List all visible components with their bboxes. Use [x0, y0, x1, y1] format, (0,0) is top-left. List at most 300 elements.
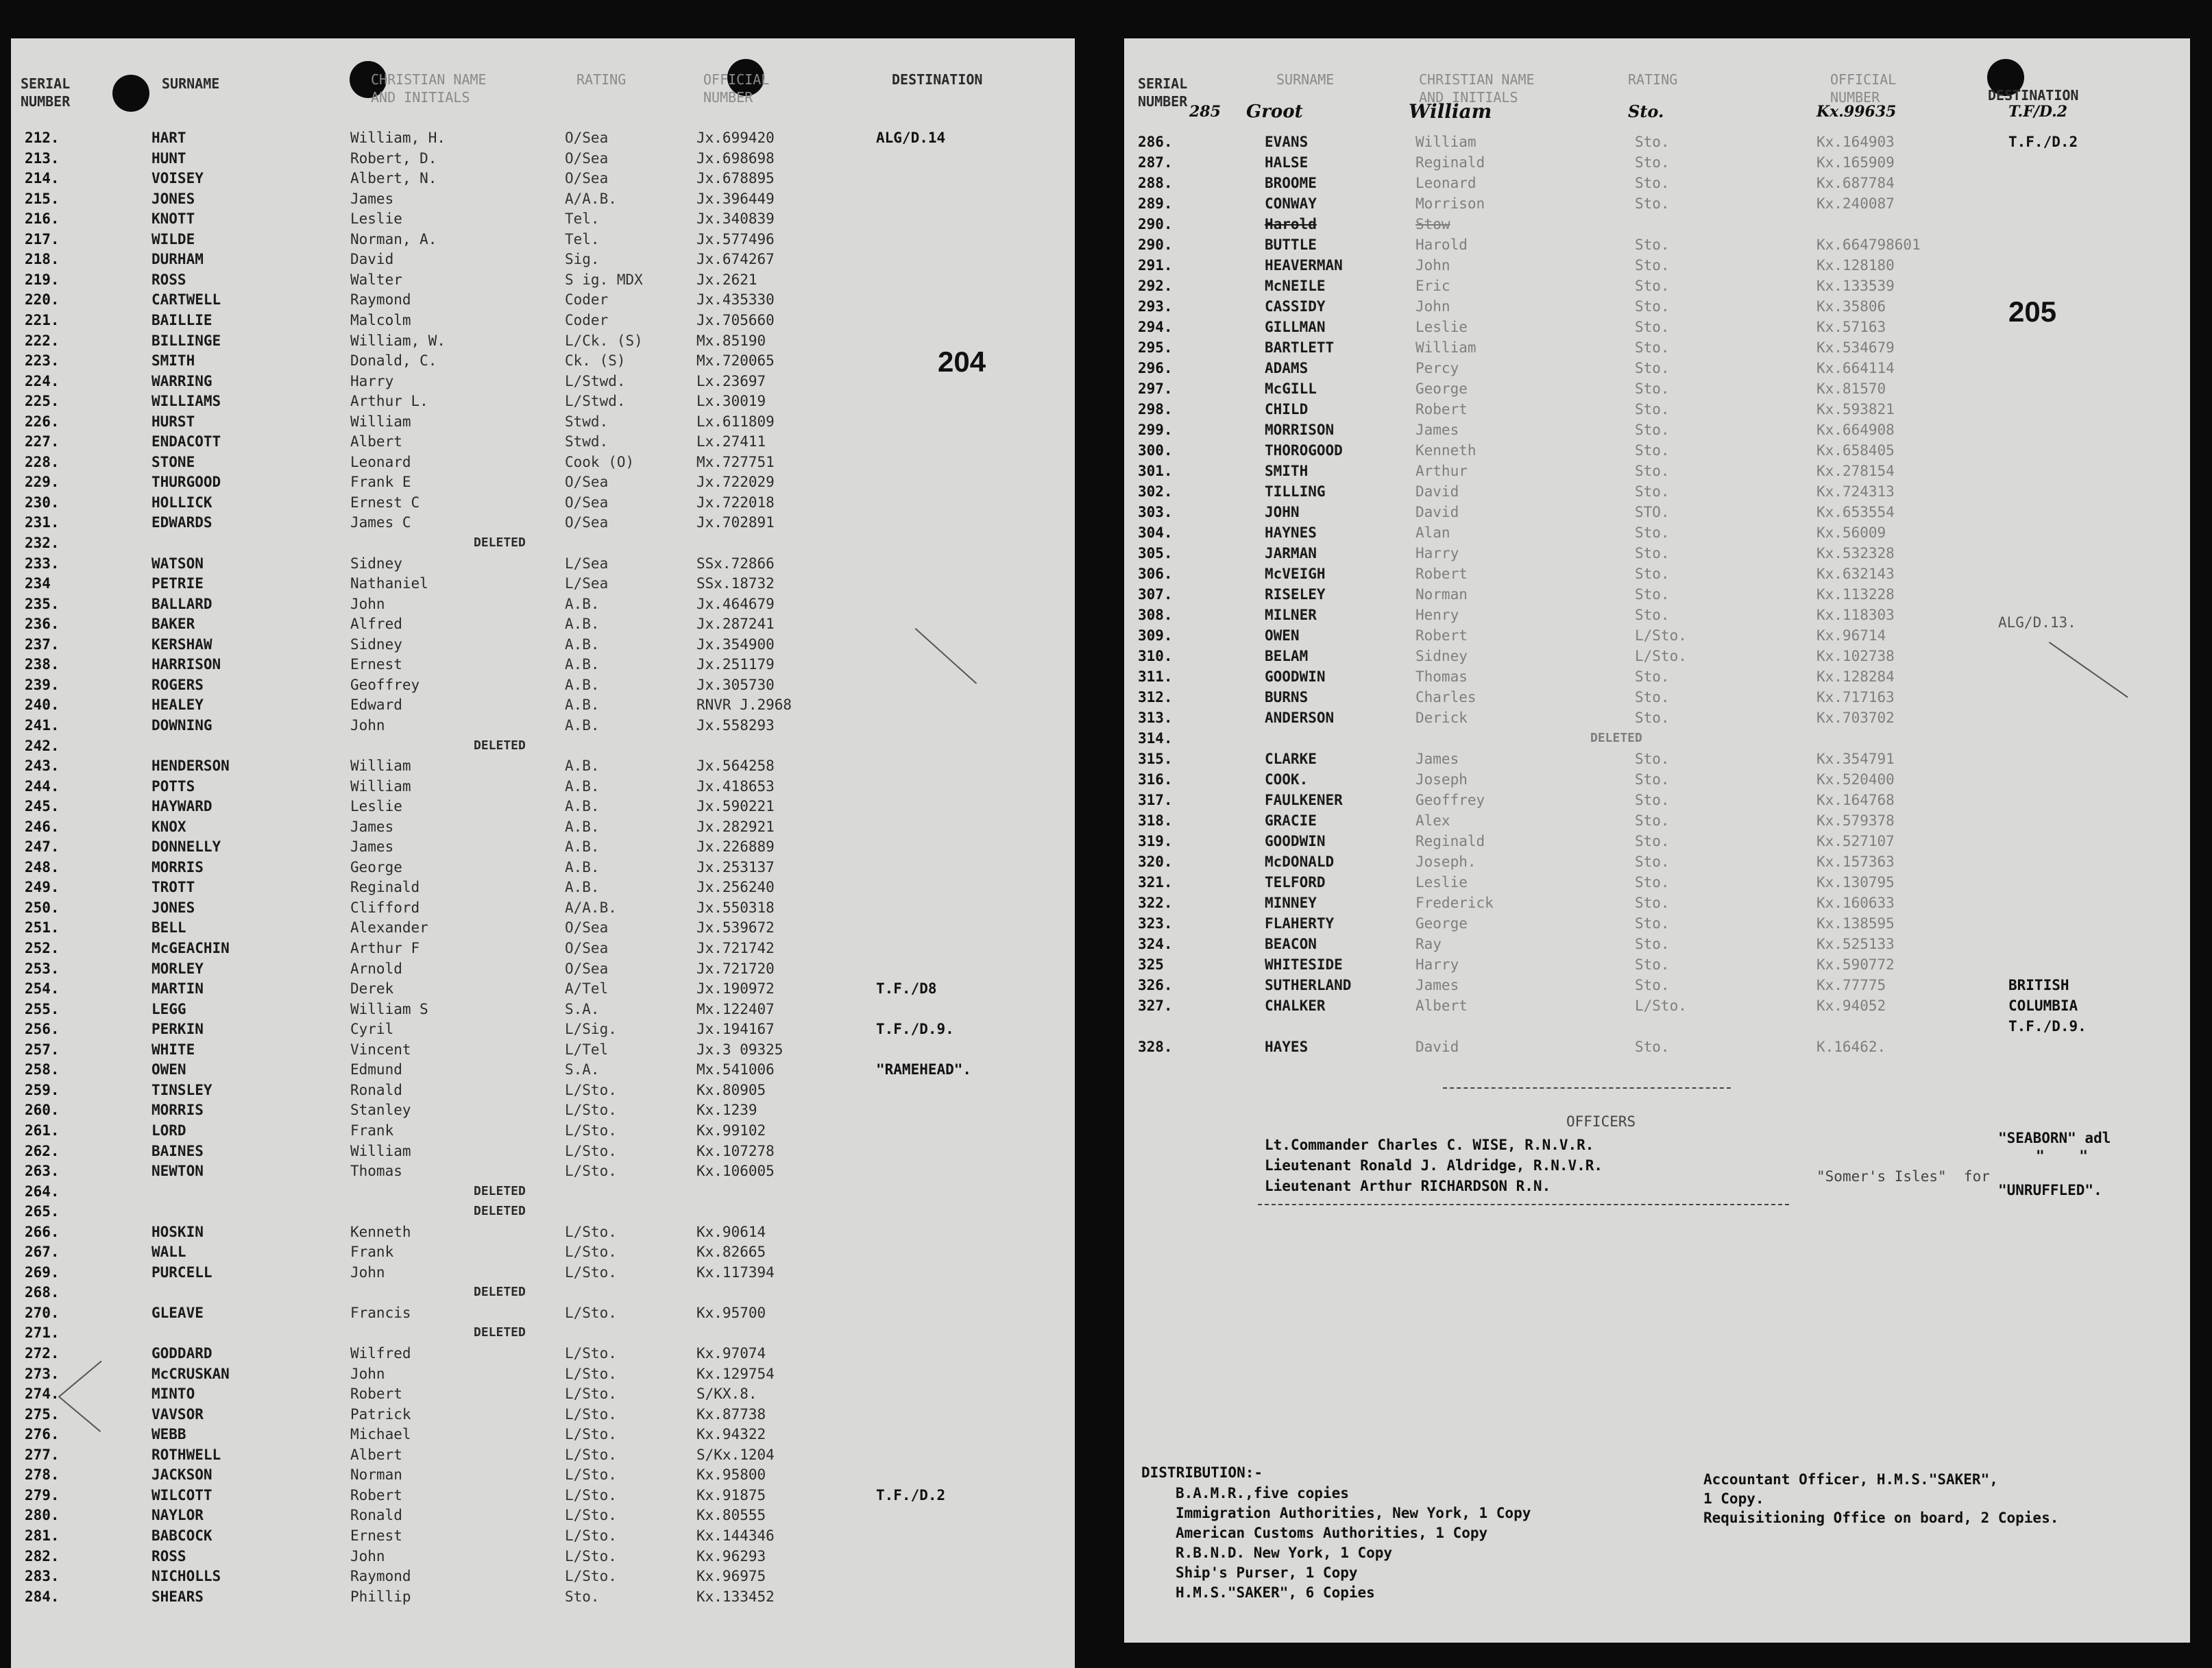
- officers-title: OFFICERS: [1566, 1113, 1636, 1130]
- surname-cell: ROGERS: [151, 676, 204, 693]
- surname-cell: TILLING: [1265, 483, 1326, 500]
- header-christian-name: CHRISTIAN NAME AND INITIALS: [371, 71, 487, 106]
- christian-name-cell: Ronald: [350, 1507, 402, 1524]
- table-row: [11, 1201, 1075, 1222]
- surname-cell: BELL: [151, 919, 186, 936]
- table-row: [1124, 1037, 2190, 1057]
- surname-cell: PURCELL: [151, 1264, 212, 1281]
- serial-number: 328.: [1138, 1039, 1173, 1055]
- christian-name-cell: DELETED: [474, 1204, 526, 1219]
- table-row: [1124, 851, 2190, 872]
- serial-number: 322.: [1138, 895, 1173, 911]
- official-number-cell: Kx.113228: [1816, 586, 1895, 603]
- surname-cell: ANDERSON: [1265, 710, 1335, 726]
- surname-cell: WALL: [151, 1244, 186, 1261]
- surname-cell: WHITESIDE: [1265, 956, 1343, 973]
- official-number-cell: Kx.94322: [696, 1426, 766, 1443]
- table-row: [11, 128, 1075, 148]
- serial-number: 297.: [1138, 380, 1173, 397]
- table-row: [11, 208, 1075, 229]
- table-row: [1124, 193, 2190, 214]
- surname-cell: WILLIAMS: [151, 393, 221, 410]
- christian-name-cell: Ernest: [350, 656, 402, 673]
- table-row: [11, 776, 1075, 797]
- rating-cell: S ig. MDX: [565, 271, 643, 288]
- official-number-cell: Kx.160633: [1816, 895, 1895, 911]
- table-row: [1124, 173, 2190, 193]
- officer-note-ditto: " ": [2036, 1148, 2088, 1164]
- surname-cell: CHALKER: [1265, 998, 1326, 1014]
- destination-cell: ALG/D.14: [876, 130, 946, 146]
- table-row: [11, 148, 1075, 169]
- surname-cell: BAKER: [151, 616, 195, 633]
- christian-name-cell: Reginald: [1415, 833, 1485, 849]
- surname-cell: NEWTON: [151, 1163, 204, 1180]
- christian-name-cell: Norman, A.: [350, 230, 437, 247]
- official-number-cell: Kx.118303: [1816, 607, 1895, 623]
- christian-name-cell: Wilfred: [350, 1345, 411, 1362]
- official-number-cell: Mx.122407: [696, 1000, 775, 1017]
- christian-name-cell: Donald, C.: [350, 352, 437, 370]
- official-number-cell: Jx.721720: [696, 960, 775, 977]
- surname-cell: McNEILE: [1265, 278, 1326, 294]
- serial-number: 327.: [1138, 998, 1173, 1014]
- official-number-cell: Jx.190972: [696, 980, 775, 998]
- table-row: [11, 1181, 1075, 1202]
- distribution-line: American Customs Authorities, 1 Copy: [1176, 1525, 1488, 1541]
- surname-cell: HAYNES: [1265, 524, 1317, 541]
- christian-name-cell: Morrison: [1415, 195, 1485, 212]
- serial-number: 289.: [1138, 195, 1173, 212]
- surname-cell: McGILL: [1265, 380, 1317, 397]
- rating-cell: A.B.: [565, 858, 600, 875]
- table-row: [1124, 440, 2190, 461]
- christian-name-cell: Alex: [1415, 812, 1450, 829]
- divider-line: [1258, 1204, 1789, 1205]
- divider-line: [1443, 1087, 1731, 1089]
- official-number-cell: Kx.1239: [696, 1102, 757, 1119]
- serial-number: 267.: [25, 1244, 60, 1261]
- christian-name-cell: William: [1415, 339, 1476, 356]
- table-row: [1124, 378, 2190, 399]
- table-row: [11, 168, 1075, 189]
- surname-cell: HART: [151, 130, 186, 146]
- table-row: [1124, 255, 2190, 276]
- official-number-cell: S/KX.8.: [696, 1386, 757, 1403]
- officer-note-seaborn: "SEABORN" adl: [1998, 1130, 2111, 1146]
- official-number-cell: Mx.720065: [696, 352, 775, 370]
- distribution-line: Immigration Authorities, New York, 1 Copy: [1176, 1505, 1531, 1521]
- christian-name-cell: James: [1415, 422, 1459, 438]
- table-row: [11, 269, 1075, 290]
- surname-cell: CHILD: [1265, 401, 1309, 418]
- serial-number: 309.: [1138, 627, 1173, 644]
- surname-cell: KNOTT: [151, 210, 195, 228]
- distribution-line: R.B.N.D. New York, 1 Copy: [1176, 1545, 1393, 1561]
- surname-cell: BILLINGE: [151, 332, 221, 349]
- serial-number: 301.: [1138, 463, 1173, 479]
- serial-number: 292.: [1138, 278, 1173, 294]
- rating-cell: L/Sea: [565, 575, 609, 592]
- destination-cell: T.F./D8: [876, 980, 937, 998]
- rating-cell: L/Sto.: [565, 1163, 617, 1180]
- table-row: [11, 452, 1075, 472]
- table-row: [11, 330, 1075, 351]
- official-number-cell: Kx.130795: [1816, 874, 1895, 891]
- serial-number: 256.: [25, 1021, 60, 1038]
- surname-cell: PERKIN: [151, 1021, 204, 1038]
- official-number-cell: Kx.80555: [696, 1507, 766, 1524]
- table-row: [11, 289, 1075, 310]
- table-row: [1124, 1016, 2190, 1037]
- official-number-cell: Jx.396449: [696, 190, 775, 207]
- table-row: [11, 1100, 1075, 1120]
- surname-cell: PETRIE: [151, 575, 204, 592]
- table-row: [1124, 687, 2190, 708]
- surname-cell: ROSS: [151, 1547, 186, 1564]
- table-row: [11, 1080, 1075, 1100]
- official-number-cell: Jx.282921: [696, 818, 775, 835]
- christian-name-cell: Robert: [1415, 401, 1468, 418]
- christian-name-cell: Patrick: [350, 1405, 411, 1423]
- christian-name-cell: Albert: [1415, 998, 1468, 1014]
- surname-cell: NAYLOR: [151, 1507, 204, 1524]
- header-surname: SURNAME: [162, 75, 220, 92]
- official-number-cell: Jx.722018: [696, 494, 775, 511]
- surname-cell: GOODWIN: [1265, 833, 1326, 849]
- table-row: [11, 1525, 1075, 1546]
- christian-name-cell: Arthur F: [350, 940, 420, 956]
- surname-cell: CASSIDY: [1265, 298, 1326, 315]
- surname-cell: WEBB: [151, 1426, 186, 1443]
- official-number-cell: Kx.240087: [1816, 195, 1895, 212]
- table-row: [11, 411, 1075, 432]
- christian-name-cell: Clifford: [350, 899, 420, 916]
- surname-cell: EDWARDS: [151, 514, 212, 531]
- christian-name-cell: Norman: [350, 1466, 402, 1484]
- serial-number: 295.: [1138, 339, 1173, 356]
- rating-cell: Sto.: [1635, 977, 1670, 993]
- surname-cell: CONWAY: [1265, 195, 1317, 212]
- christian-name-cell: Alexander: [350, 919, 428, 936]
- christian-name-cell: Frank: [350, 1122, 394, 1139]
- christian-name-cell: James: [1415, 751, 1459, 767]
- surname-cell: GODDARD: [151, 1345, 212, 1362]
- serial-number: 315.: [1138, 751, 1173, 767]
- surname-cell: VOISEY: [151, 170, 204, 187]
- serial-number: 271.: [25, 1325, 60, 1342]
- serial-number: 286.: [1138, 134, 1173, 150]
- rating-cell: A.B.: [565, 676, 600, 693]
- table-row: [1124, 564, 2190, 584]
- christian-name-cell: Kenneth: [350, 1223, 411, 1240]
- rating-cell: Cook (O): [565, 453, 635, 470]
- surname-cell: McGEACHIN: [151, 940, 230, 956]
- table-row: [11, 1141, 1075, 1161]
- distribution-line: 1 Copy.: [1703, 1490, 1764, 1507]
- official-number-cell: Kx.717163: [1816, 689, 1895, 705]
- surname-cell: THURGOOD: [151, 474, 221, 491]
- rating-cell: S.A.: [565, 1061, 600, 1078]
- serial-number: 310.: [1138, 648, 1173, 664]
- table-row: [11, 371, 1075, 391]
- serial-number: 224.: [25, 372, 60, 389]
- serial-number: 221.: [25, 311, 60, 328]
- rating-cell: S.A.: [565, 1000, 600, 1017]
- handwritten-entry-row: [1124, 101, 2190, 129]
- serial-number: 264.: [25, 1183, 60, 1200]
- surname-cell: JACKSON: [151, 1466, 212, 1484]
- table-row: [11, 1242, 1075, 1262]
- rating-cell: L/Sto.: [565, 1264, 617, 1281]
- table-row: [1124, 234, 2190, 255]
- official-number-cell: Kx.354791: [1816, 751, 1895, 767]
- surname-cell: WHITE: [151, 1041, 195, 1058]
- christian-name-cell: Ronald: [350, 1081, 402, 1098]
- serial-number: 308.: [1138, 607, 1173, 623]
- official-number-cell: Kx.97074: [696, 1345, 766, 1362]
- table-row: [11, 573, 1075, 594]
- official-number-cell: Kx.165909: [1816, 154, 1895, 171]
- rating-cell: Sto.: [1635, 668, 1670, 685]
- destination-cell: COLUMBIA: [2008, 998, 2078, 1014]
- serial-number: 277.: [25, 1446, 60, 1463]
- table-row: [11, 310, 1075, 330]
- official-number-cell: Jx.2621: [696, 271, 757, 288]
- official-number-cell: Lx.23697: [696, 372, 766, 389]
- table-row: [1124, 708, 2190, 728]
- rating-cell: L/Sto.: [565, 1244, 617, 1261]
- distribution-title: DISTRIBUTION:-: [1141, 1464, 1263, 1481]
- rating-cell: Sto.: [1635, 1039, 1670, 1055]
- christian-name-cell: DELETED: [474, 1183, 526, 1198]
- surname-cell: WILDE: [151, 230, 195, 247]
- table-row: [1124, 954, 2190, 975]
- serial-number: 275.: [25, 1405, 60, 1423]
- official-number-cell: RNVR J.2968: [696, 697, 792, 714]
- table-row: [11, 189, 1075, 209]
- surname-cell: BEACON: [1265, 936, 1317, 952]
- christian-name-cell: Robert: [350, 1486, 402, 1503]
- rating-cell: A/A.B.: [565, 190, 617, 207]
- serial-number: 320.: [1138, 854, 1173, 870]
- surname-cell: OWEN: [151, 1061, 186, 1078]
- serial-number: 300.: [1138, 442, 1173, 459]
- christian-name-cell: John: [350, 1547, 385, 1564]
- rating-cell: Sto.: [565, 1588, 600, 1605]
- serial-number: 276.: [25, 1426, 60, 1443]
- official-number-cell: Jx.678895: [696, 170, 775, 187]
- surname-cell: FAULKENER: [1265, 792, 1343, 808]
- page-number: 204: [938, 346, 986, 378]
- table-row: [1124, 810, 2190, 831]
- table-row: [1124, 790, 2190, 810]
- surname-cell: JOHN: [1265, 504, 1300, 520]
- serial-number: 213.: [25, 149, 60, 167]
- christian-name-cell: Albert: [350, 433, 402, 450]
- christian-name-cell: David: [1415, 504, 1459, 520]
- table-row: [11, 249, 1075, 269]
- official-number-cell: Kx.527107: [1816, 833, 1895, 849]
- table-row: [1124, 461, 2190, 481]
- serial-number: 252.: [25, 940, 60, 956]
- surname-cell: HALSE: [1265, 154, 1309, 171]
- serial-number: 290.: [1138, 237, 1173, 253]
- serial-number: 294.: [1138, 319, 1173, 335]
- surname-cell: MILNER: [1265, 607, 1317, 623]
- surname-cell: McCRUSKAN: [151, 1365, 230, 1382]
- serial-number: 217.: [25, 230, 60, 247]
- serial-number: 291.: [1138, 257, 1173, 274]
- surname-cell: HAYES: [1265, 1039, 1309, 1055]
- christian-name-cell: DELETED: [474, 738, 526, 753]
- surname-cell: THOROGOOD: [1265, 442, 1343, 459]
- table-row: [11, 675, 1075, 695]
- serial-number: 239.: [25, 676, 60, 693]
- table-row: [1124, 831, 2190, 851]
- serial-number: 272.: [25, 1345, 60, 1362]
- christian-name-cell: George: [350, 858, 402, 875]
- rating-cell: L/Sto.: [1635, 648, 1687, 664]
- christian-name-cell: Arthur: [1415, 463, 1468, 479]
- surname-cell: DONNELLY: [151, 838, 221, 856]
- surname-cell: MORRIS: [151, 1102, 204, 1119]
- table-row: [1124, 276, 2190, 296]
- serial-number: 222.: [25, 332, 60, 349]
- distribution-line: Accountant Officer, H.M.S."SAKER",: [1703, 1471, 1998, 1488]
- christian-name-cell: Reginald: [350, 879, 420, 896]
- header-surname: SURNAME: [1276, 71, 1335, 88]
- rating-cell: L/Sto.: [565, 1527, 617, 1544]
- table-row: [11, 391, 1075, 411]
- surname-cell: SMITH: [1265, 463, 1309, 479]
- surname-cell: VAVSOR: [151, 1405, 204, 1423]
- header-destination: DESTINATION: [1988, 87, 2079, 104]
- table-row: [11, 1303, 1075, 1323]
- official-number-cell: S/Kx.1204: [696, 1446, 775, 1463]
- christian-name-cell: John: [350, 1264, 385, 1281]
- table-row: [1124, 522, 2190, 543]
- table-row: [1124, 975, 2190, 995]
- table-row: [1124, 337, 2190, 358]
- christian-name-cell: James: [350, 838, 394, 856]
- table-row: [11, 594, 1075, 614]
- table-row: [11, 999, 1075, 1019]
- rating-cell: Sto.: [1635, 134, 1670, 150]
- official-number-cell: Kx.128284: [1816, 668, 1895, 685]
- christian-name-cell: Sidney: [350, 555, 402, 572]
- table-row: [1124, 934, 2190, 954]
- official-number-cell: Jx.702891: [696, 514, 775, 531]
- christian-name-cell: Leslie: [350, 798, 402, 815]
- surname-cell: WILCOTT: [151, 1486, 212, 1503]
- rating-cell: Sto.: [1635, 607, 1670, 623]
- rating-cell: Sto.: [1635, 154, 1670, 171]
- rating-cell: A.B.: [565, 838, 600, 856]
- christian-name-cell: Norman: [1415, 586, 1468, 603]
- christian-name-cell: James: [350, 818, 394, 835]
- surname-cell: BARTLETT: [1265, 339, 1335, 356]
- table-row: [11, 1445, 1075, 1465]
- rating-cell: L/Sto.: [565, 1142, 617, 1159]
- surname-cell: ENDACOTT: [151, 433, 221, 450]
- serial-number: 296.: [1138, 360, 1173, 376]
- surname-cell: MARTIN: [151, 980, 204, 998]
- official-number-cell: Kx.525133: [1816, 936, 1895, 952]
- serial-number: 240.: [25, 697, 60, 714]
- official-number-cell: Kx.138595: [1816, 915, 1895, 932]
- christian-name-cell: Robert: [350, 1386, 402, 1403]
- christian-name-cell: Sidney: [1415, 648, 1468, 664]
- surname-cell: HENDERSON: [151, 758, 230, 775]
- christian-name-cell: Frank E: [350, 474, 411, 491]
- official-number-cell: Jx.721742: [696, 940, 775, 956]
- christian-name-cell: Stanley: [350, 1102, 411, 1119]
- rating-cell: Sto.: [1635, 956, 1670, 973]
- table-row: [11, 492, 1075, 513]
- serial-number: 323.: [1138, 915, 1173, 932]
- official-number-cell: Jx.705660: [696, 311, 775, 328]
- serial-number: 250.: [25, 899, 60, 916]
- serial-number: 237.: [25, 636, 60, 653]
- table-row: [1124, 749, 2190, 769]
- christian-name-cell: Raymond: [350, 291, 411, 309]
- rating-cell: Sto.: [1635, 319, 1670, 335]
- serial-number: 231.: [25, 514, 60, 531]
- rating-cell: Ck. (S): [565, 352, 626, 370]
- serial-number: 268.: [25, 1284, 60, 1301]
- christian-name-cell: Francis: [350, 1304, 411, 1321]
- rating-cell: L/Stwd.: [565, 372, 626, 389]
- table-row: [11, 1059, 1075, 1080]
- christian-name-cell: DELETED: [474, 1325, 526, 1340]
- table-row: [1124, 728, 2190, 749]
- serial-number: 245.: [25, 798, 60, 815]
- rating-cell: Sto.: [1635, 524, 1670, 541]
- rating-cell: Coder: [565, 311, 609, 328]
- christian-name-cell: Thomas: [1415, 668, 1468, 685]
- rating-cell: Sto.: [1635, 237, 1670, 253]
- surname-cell: MINTO: [151, 1386, 195, 1403]
- christian-name-cell: Henry: [1415, 607, 1459, 623]
- serial-number: 251.: [25, 919, 60, 936]
- surname-cell: STONE: [151, 453, 195, 470]
- christian-name-cell: Albert: [350, 1446, 402, 1463]
- surname-cell: POTTS: [151, 777, 195, 795]
- christian-name-cell: Ernest: [350, 1527, 402, 1544]
- official-number-cell: Jx.226889: [696, 838, 775, 856]
- surname-cell: FLAHERTY: [1265, 915, 1335, 932]
- official-number-cell: Jx.564258: [696, 758, 775, 775]
- distribution-line: Ship's Purser, 1 Copy: [1176, 1564, 1358, 1581]
- official-number-cell: Kx.117394: [696, 1264, 775, 1281]
- serial-number: 212.: [25, 130, 60, 146]
- official-number-cell: Kx.593821: [1816, 401, 1895, 418]
- serial-number: 238.: [25, 656, 60, 673]
- surname-cell: NICHOLLS: [151, 1568, 221, 1585]
- christian-name-cell: David: [1415, 1039, 1459, 1055]
- rating-cell: Sto.: [1635, 422, 1670, 438]
- rating-cell: STO.: [1635, 504, 1670, 520]
- official-number-cell: Jx.354900: [696, 636, 775, 653]
- table-row: [11, 1383, 1075, 1404]
- serial-number: 233.: [25, 555, 60, 572]
- christian-name-cell: Alan: [1415, 524, 1450, 541]
- official-number-cell: Kx.77775: [1816, 977, 1886, 993]
- official-number-cell: Jx.418653: [696, 777, 775, 795]
- serial-number: 270.: [25, 1304, 60, 1321]
- surname-cell: ROTHWELL: [151, 1446, 221, 1463]
